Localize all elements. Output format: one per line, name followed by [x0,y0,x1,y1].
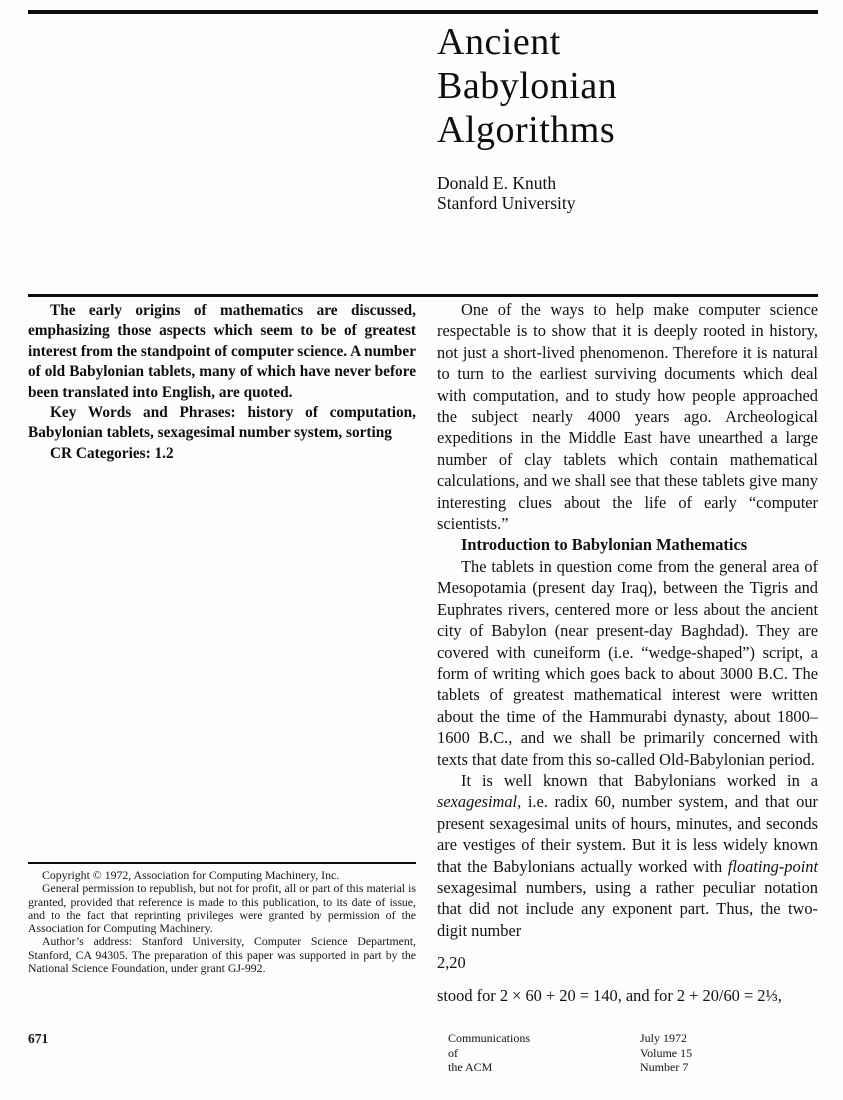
issue-volume: Volume 15 [640,1045,693,1060]
page-number: 671 [28,1031,49,1046]
paper-title-line: Ancient [437,21,561,63]
journal-name-line: the ACM [448,1060,493,1075]
issue-number: Number 7 [640,1060,689,1075]
body-paragraph-sexagesimal: It is well known that Babylonians worked in a sexagesimal, i.e. radix 60, number system, and that our present sexagesimal units of hours, minutes, and seconds are vestiges of their system. But it is less widely known that the Babylonians actually worked with floating-point sexagesimal numbers, using a rather peculiar notation that did not include any exponent part. Thus, the two-digit number [437,770,818,940]
body-paragraph-stood-for: stood for 2 × 60 + 20 = 140, and for 2 + 20/60 = 2⅓, [437,985,782,1005]
columns-top-rule [28,294,818,297]
issue-date: July 1972 [640,1031,688,1045]
footnote-author-address: Author’s address: Stanford University, Computer Science Department, Stanford, CA 94305. The preparation of this paper was supported in part by the National Science Foundation, under grant GJ-992. [28,934,416,976]
body-paragraph-tablets: The tablets in question come from the general area of Mesopotamia (present day Iraq), between the Tigris and Euphrates rivers, centered more or less about the ancient city of Babylon (near present-day Baghdad). They are covered with cuneiform (i.e. “wedge-shaped”) script, a form of writing which goes back to about 3000 B.C. The tablets of greatest mathematical interest were written about the time of the Hammurabi dynasty, about 1800–1600 B.C., and we shall be primarily concerned with texts that date from this so-called Old-Babylonian period. [437,556,818,769]
keywords-text: Key Words and Phrases: history of computation, Babylonian tablets, sexagesimal number system, sorting [28,404,416,442]
paper-title-line: Algorithms [437,109,616,151]
abstract-text: The early origins of mathematics are discussed, emphasizing those aspects which seem to be of greatest interest from the standpoint of computer science. A number of old Babylonian tablets, many of which have never before been translated into English, are quoted. [28,302,416,401]
title-block [437,20,829,213]
footnote-block [28,862,416,975]
footnote-copyright: Copyright © 1972, Association for Computing Machinery, Inc. [42,868,340,882]
journal-name-line: Communications [448,1031,530,1045]
author-block [437,173,829,213]
footnote-permission: General permission to republish, but not for profit, all or part of this material is granted, provided that reference is made to this publication, to its date of issue, and to the fact that reprinting privileges were granted by permission of the Association for Computing Machinery. [28,881,416,936]
journal-name-block [448,1031,530,1075]
author-name: Donald E. Knuth [437,173,557,193]
paper-title-line: Babylonian [437,65,618,107]
section-heading: Introduction to Babylonian Mathematics [461,535,748,555]
author-affiliation: Stanford University [437,193,576,213]
body-column [437,299,818,1006]
cr-categories-text: CR Categories: 1.2 [50,444,174,462]
top-rule [28,10,818,14]
abstract-block [28,301,416,464]
display-equation: 2,20 [437,953,466,973]
body-paragraph-intro: One of the ways to help make computer science respectable is to show that it is deeply rooted in history, not just a short-lived phenomenon. Therefore it is natural to turn to the earliest surviving documents which deal with computation, and to study how people approached the subject nearly 4000 years ago. Archeological expeditions in the Middle East have unearthed a large number of clay tablets which contain mathematical calculations, and we shall see that these tablets give many interesting clues about the life of early “computer scientists.” [437,300,818,534]
issue-info-block [640,1031,692,1075]
journal-name-line: of [448,1045,458,1060]
